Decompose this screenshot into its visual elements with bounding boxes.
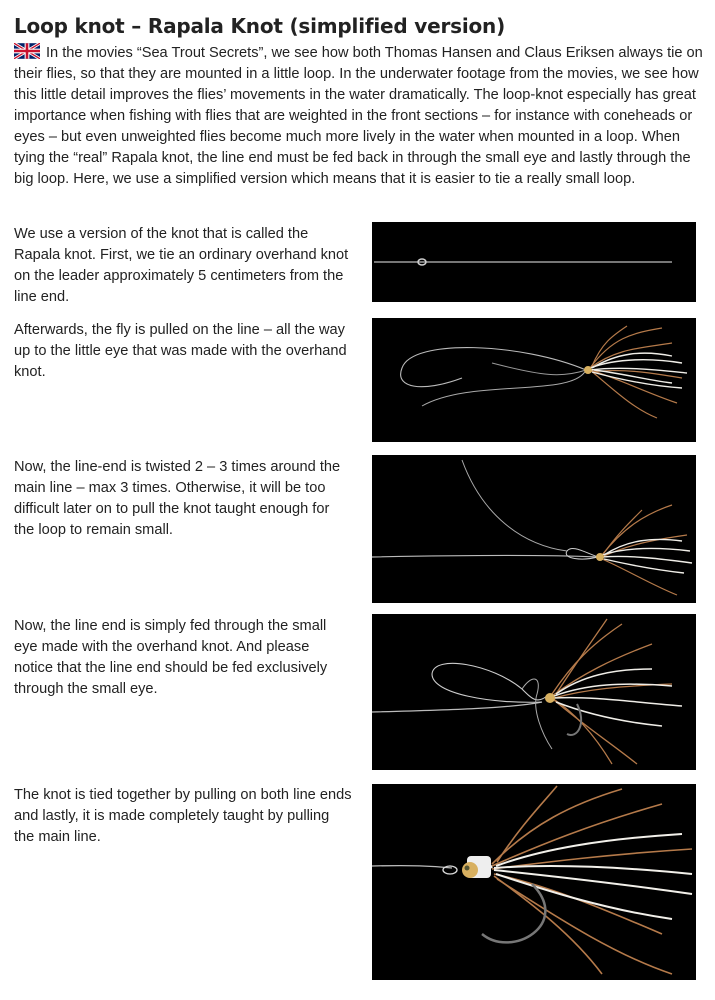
step-5-text: The knot is tied together by pulling on both line ends and lastly, it is made completely taught by pulling the main line.: [14, 787, 352, 845]
step-4-photo: [372, 614, 696, 770]
uk-flag-icon: [14, 43, 40, 59]
step-2-text: Afterwards, the fly is pulled on the line – all the way up to the little eye that was made with the overhand knot.: [14, 322, 347, 380]
step-1-text: We use a version of the knot that is called the Rapala knot. First, we tie an ordinary overhand knot on the leader approximately 5 centimeters from the line end.: [14, 226, 349, 305]
step-2-photo: [372, 318, 696, 442]
step-4-text: Now, the line end is simply fed through the small eye made with the overhand knot. And please notice that the line end should be fed exclusively through the small eye.: [14, 618, 328, 697]
step-3-photo: [372, 455, 696, 603]
page-title: Loop knot – Rapala Knot (simplified version): [14, 14, 506, 38]
step-1-photo: [372, 222, 696, 302]
intro-paragraph: [14, 43, 704, 190]
intro-text: In the movies “Sea Trout Secrets”, we see how both Thomas Hansen and Claus Eriksen always tie on their flies, so that they are mounted in a little loop. In the underwater footage from the movies, we see how this little detail improves the flies’ movements in the water dramatically. The loop-knot especially has great importance when fishing with flies that are weighted in the front sections – for instance with coneheads or eyes – but even unweighted flies become much more lively in the water when mounted in a loop. When tying the “real” Rapala knot, the line end must be fed back in through the small eye and lastly through the big loop. Here, we use a simplified version which means that it is easier to tie a really small loop.: [14, 45, 703, 187]
step-5-photo: [372, 784, 696, 980]
step-3-text: Now, the line-end is twisted 2 – 3 times around the main line – max 3 times. Otherwise, it will be too difficult later on to pull the knot taught enough for the loop to remain small.: [14, 459, 341, 538]
